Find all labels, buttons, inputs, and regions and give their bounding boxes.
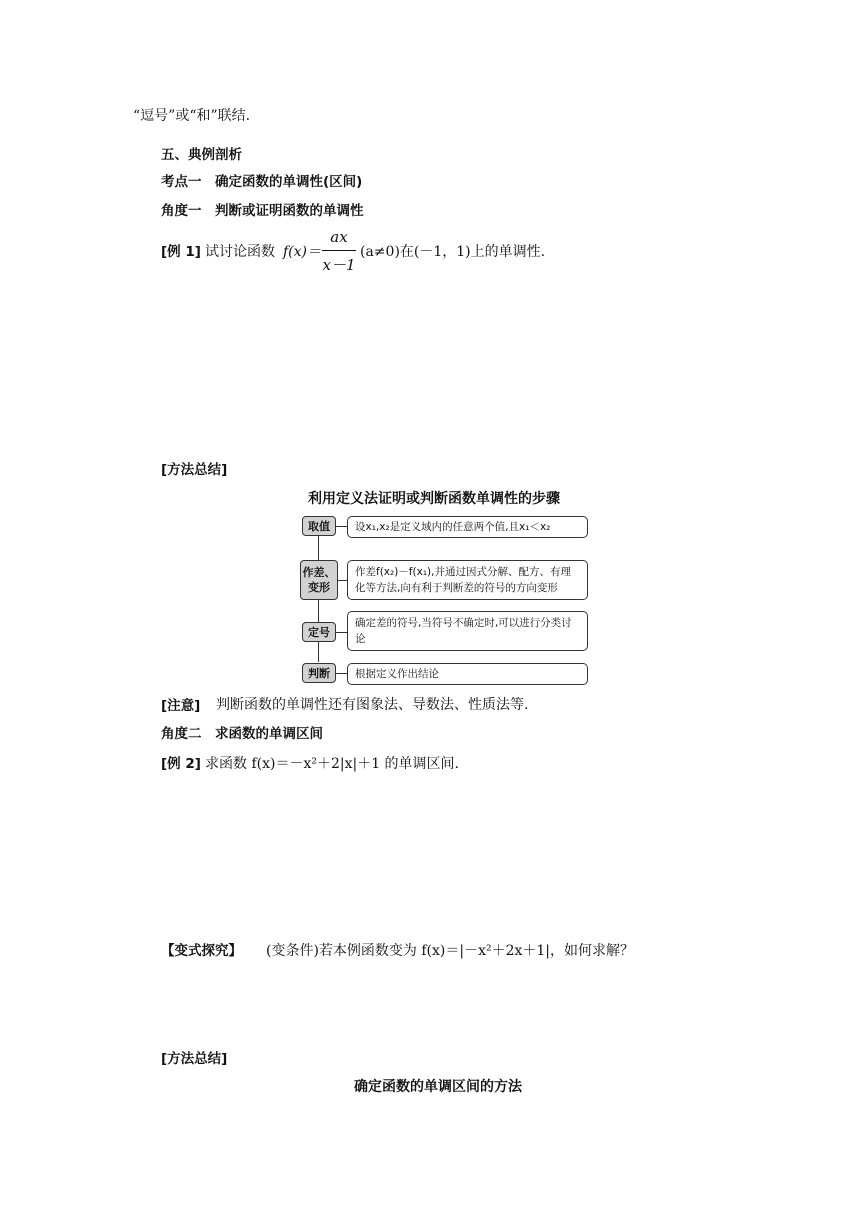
step-quzhi-desc: 设x₁,x₂是定义域内的任意两个值,且x₁＜x₂ [347,516,588,538]
note-tag: [注意] [161,698,201,714]
step-panduan: 判断 [302,663,336,683]
example1-prefix: 试讨论函数 [205,244,275,260]
step-zuocha [300,560,338,600]
method-summary-label-2: [方法总结] [161,1051,228,1067]
method-summary-label: [方法总结] [161,462,228,478]
step-zuocha-line1: 作差、 [302,566,336,579]
example1-suffix: (a≠0)在(－1，1)上的单调性. [360,244,546,260]
final-title: 确定函数的单调区间的方法 [354,1079,522,1095]
note-text: 判断函数的单调性还有图象法、导数法、性质法等. [216,697,529,713]
step-dinghao: 定号 [302,622,336,642]
step-zuocha-desc: 作差f(x₂)－f(x₁),并通过因式分解、配方、有理化等方法,向有利于判断差的符号的方向变形 [347,560,588,600]
fraction-denominator: x－1 [322,256,356,274]
intro-line: “逗号”或“和”联结. [133,108,251,124]
step-link [336,526,347,527]
step-link [336,632,347,633]
step-zuocha-line2: 变形 [308,581,330,594]
flowchart-title: 利用定义法证明或判断函数单调性的步骤 [308,491,560,507]
jiaodu2-heading: 角度二 求函数的单调区间 [161,726,323,742]
step-quzhi: 取值 [302,516,336,536]
example2-text: 求函数 f(x)＝－x²＋2|x|＋1 的单调区间. [205,756,460,772]
fraction-bar [322,250,356,251]
step-dinghao-desc: 确定差的符号,当符号不确定时,可以进行分类讨论 [347,611,588,651]
step-link [336,673,347,674]
example1-tag: [例 1] [161,244,201,260]
example2-tag: [例 2] [161,756,201,772]
jiaodu1-heading: 角度一 判断或证明函数的单调性 [161,203,364,219]
variant-text: (变条件)若本例函数变为 f(x)＝|－x²＋2x＋1|，如何求解？ [266,943,635,959]
kaodian-heading: 考点一 确定函数的单调性(区间) [161,174,363,190]
fraction-numerator: ax [330,228,348,246]
section-heading: 五、典例剖析 [161,147,242,163]
step-panduan-desc: 根据定义作出结论 [347,663,588,685]
step-link [338,580,347,581]
variant-tag: 【变式探究】 [161,943,242,959]
example1-fx: f(x)＝ [283,244,322,260]
